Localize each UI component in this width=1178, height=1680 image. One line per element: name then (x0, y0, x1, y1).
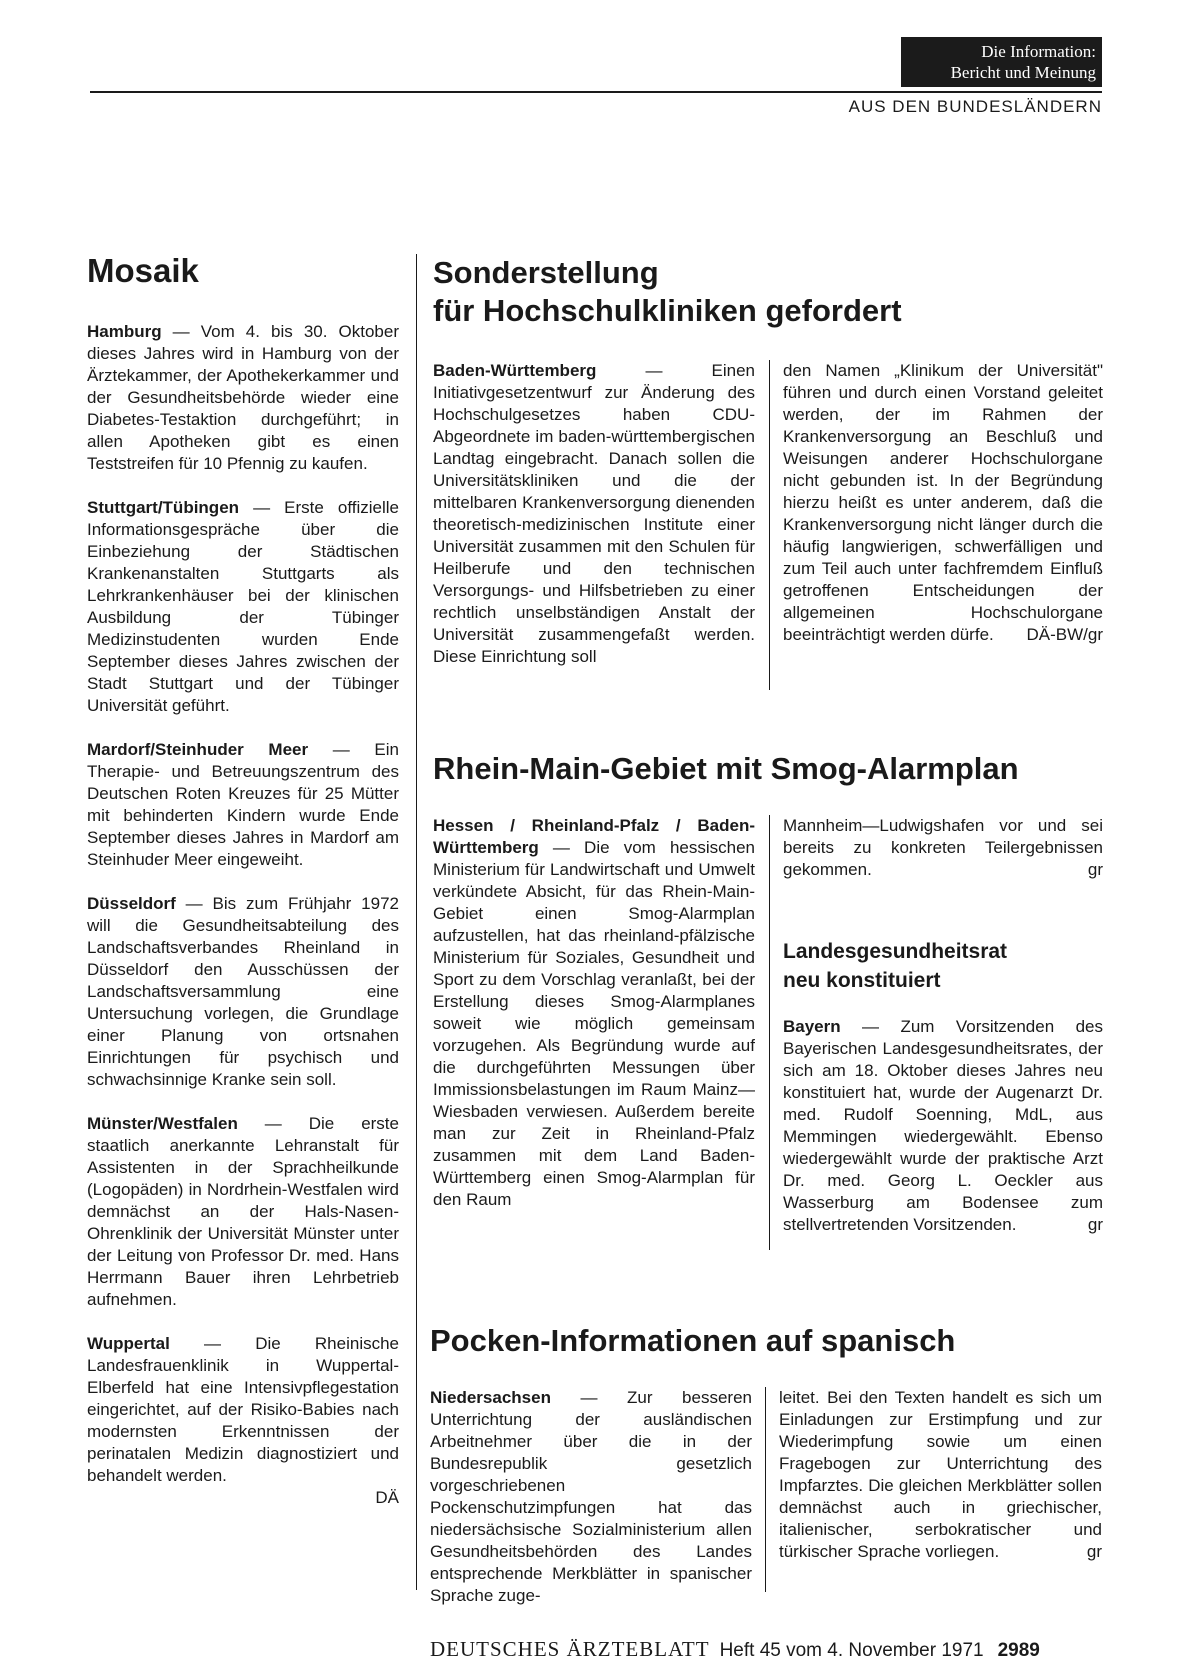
mosaik-item (87, 497, 399, 717)
article1-credit: DÄ-BW/gr (1026, 625, 1103, 644)
article1-title-line1: Sonderstellung (433, 255, 659, 290)
article1-col1 (433, 360, 755, 668)
item-place: Düsseldorf (87, 894, 176, 913)
article1-text1: — Einen Initiativgesetzentwurf zur Änderung des Hochschulgesetzes haben CDU-Abgeordnete im baden-württembergischen Landtag eingebracht. Danach sollen die Universitätskliniken und die der mittelbaren Krankenversorgung dienenden theoretisch-medizinischen Institute einer Universität zusammen mit den Schulen für Heilberufe und den technischen Versorgungs- und Hilfsbetrieben zu einer rechtlich unselbständigen Anstalt der Universität zusammengefaßt werden. Diese Einrichtung soll (433, 361, 755, 666)
mosaik-column (87, 321, 399, 1509)
item-text: — Vom 4. bis 30. Oktober dieses Jahres wird in Hamburg von der Ärztekammer, der Apothekerkammer und der Gesundheitsbehörde wieder eine Diabetes-Testaktion durchgeführt; in allen Apotheken gibt es einen Teststreifen für 10 Pfennig zu kaufen. (87, 322, 399, 473)
item-place: Mardorf/Steinhuder Meer (87, 740, 309, 759)
item-credit: DÄ (375, 1488, 399, 1507)
item-text: — Ein Therapie- und Betreuungszentrum des Deutschen Roten Kreuzes für 25 Mütter mit behinderten Kindern wurde Ende September dieses Jahres in Mardorf am Steinhuder Meer eingeweiht. (87, 740, 399, 869)
article1-place: Baden-Württemberg (433, 361, 597, 380)
article3-title (783, 937, 1007, 995)
mosaik-item (87, 893, 399, 1091)
item-text: — Die Rheinische Landesfrauenklinik in Wuppertal-Elberfeld hat eine Intensivpflegestation eingerichtet, auf der Risiko-Babies nach modernsten Erkenntnissen der perinatalen Medizin diagnostiziert und behandelt werden. (87, 1334, 399, 1485)
article3-body (783, 1016, 1103, 1236)
article4-col1 (430, 1387, 752, 1607)
article2-divider (769, 815, 770, 1250)
article2-text1: — Die vom hessischen Ministerium für Landwirtschaft und Umwelt verkündete Absicht, für das Rhein-Main-Gebiet einen Smog-Alarmplan aufzustellen, hat das rheinland-pfälzische Ministerium für Soziales, Gesundheit und Sport zu dem Vorschlag veranlaßt, bei der Erstellung dieses Smog-Alarmplanes soweit wie möglich gemeinsam vorzugehen. Als Begründung wurde auf die durchgeführten Messungen über Immissionsbelastungen im Raum Mainz—Wiesbaden verwiesen. Außerdem bereite man zur Zeit in Rheinland-Pfalz zusammen mit dem Land Baden-Württemberg einen Smog-Alarmplan für den Raum (433, 838, 755, 1209)
article1-divider (769, 360, 770, 690)
article4-divider (765, 1387, 766, 1592)
article3-credit: gr (1087, 1215, 1103, 1234)
article3-title-line2: neu konstituiert (783, 969, 941, 992)
article2-title: Rhein-Main-Gebiet mit Smog-Alarmplan (433, 751, 1019, 786)
region-heading: AUS DEN BUNDESLÄNDERN (848, 97, 1102, 116)
article2-credit: gr (1087, 860, 1103, 879)
article1-title (433, 254, 902, 330)
header-rule (90, 91, 1102, 93)
article2-text2: Mannheim—Ludwigshafen vor und sei bereits zu konkreten Teilergebnissen gekommen. (783, 816, 1103, 879)
page-number: 2989 (997, 1640, 1040, 1661)
item-place: Stuttgart/Tübingen (87, 498, 240, 517)
mosaik-item (87, 321, 399, 475)
article1-title-line2: für Hochschulkliniken gefordert (433, 293, 902, 328)
article4-place: Niedersachsen (430, 1388, 551, 1407)
item-place: Münster/Westfalen (87, 1114, 238, 1133)
article1-col2 (783, 360, 1103, 646)
article4-credit: gr (1086, 1542, 1102, 1561)
section-label (901, 37, 1102, 87)
article4-col2 (779, 1387, 1102, 1563)
article4-text1: — Zur besseren Unterrichtung der ausländischen Arbeitnehmer über die in der Bundesrepublik gesetzlich vorgeschriebenen Pockenschutzimpfungen hat das niedersächsische Sozialministerium allen Gesundheitsbehörden des Landes entsprechende Merkblätter in spanischer Sprache zuge- (430, 1388, 752, 1605)
article4-text2: leitet. Bei den Texten handelt es sich um Einladungen zur Erstimpfung und zur Wiederimpfung sowie um einen Fragebogen zur Unterrichtung des Impfarztes. Die gleichen Merkblätter sollen demnächst auch in griechischer, italienischer, serbokratischer und türkischer Sprache vorliegen. (779, 1388, 1102, 1561)
item-place: Hamburg (87, 322, 162, 341)
mosaik-title: Mosaik (87, 252, 199, 289)
section-label-line1: Die Information: (981, 42, 1096, 61)
item-text: — Bis zum Frühjahr 1972 will die Gesundheitsabteilung des Landschaftsverbandes Rheinland in Düsseldorf den Ausschüssen der Landschaftsversammlung eine Untersuchung vorlegen, die Grundlage einer Planung von ortsnahen Einrichtungen für psychisch und schwachsinnige Kranke sein soll. (87, 894, 399, 1089)
article4-title: Pocken-Informationen auf spanisch (430, 1323, 956, 1358)
article1-text2: den Namen „Klinikum der Universität" führen und durch einen Vorstand geleitet werden, der im Rahmen der Krankenversorgung an Beschluß und Weisungen anderer Hochschulorgane nicht gebunden ist. In der Begründung hierzu heißt es unter anderem, daß die Krankenversorgung nicht länger durch die häufig langwierigen, schwerfälligen und zum Teil auch unter fachfremdem Einfluß getroffenen Entscheidungen der allgemeinen Hochschulorgane beeinträchtigt werden dürfe. (783, 361, 1103, 644)
article3-text: — Zum Vorsitzenden des Bayerischen Landesgesundheitsrates, der sich am 18. Oktober dieses Jahres neu konstituiert hat, wurde der Augenarzt Dr. med. Rudolf Soenning, MdL, aus Memmingen wiedergewählt. Ebenso wiedergewählt wurde der praktische Arzt Dr. med. Georg L. Oeckler aus Wasserburg am Bodensee zum stellvertretenden Vorsitzenden. (783, 1017, 1103, 1234)
item-text: — Die erste staatlich anerkannte Lehranstalt für Assistenten in der Sprachheilkunde (Logopäden) in Nordrhein-Westfalen wird demnächst an der Hals-Nasen-Ohrenklinik der Universität Münster unter der Leitung von Professor Dr. med. Hans Herrmann Bauer ihren Lehrbetrieb aufnehmen. (87, 1114, 399, 1309)
article2-place: Hessen / Rheinland-Pfalz / Baden-Württemberg (433, 816, 755, 857)
article2-col2 (783, 815, 1103, 881)
article3-place: Bayern (783, 1017, 841, 1036)
issue-info: Heft 45 vom 4. November 1971 (719, 1640, 984, 1661)
item-text: — Erste offizielle Informationsgespräche über die Einbeziehung der Städtischen Krankenanstalten Stuttgarts als Lehrkrankenhäuser bei der klinischen Ausbildung der Tübinger Medizinstudenten wurden Ende September dieses Jahres zwischen der Stadt Stuttgart und der Tübinger Universität geführt. (87, 498, 399, 715)
mosaik-item (87, 1113, 399, 1311)
item-place: Wuppertal (87, 1334, 170, 1353)
journal-name: DEUTSCHES ÄRZTEBLATT (430, 1637, 710, 1661)
mosaik-item (87, 1333, 399, 1509)
mosaik-item (87, 739, 399, 871)
article3-title-line1: Landesgesundheitsrat (783, 940, 1008, 963)
section-label-line2: Bericht und Meinung (950, 63, 1096, 82)
article2-col1 (433, 815, 755, 1211)
page-footer (430, 1637, 1102, 1662)
column-divider (416, 254, 417, 1590)
